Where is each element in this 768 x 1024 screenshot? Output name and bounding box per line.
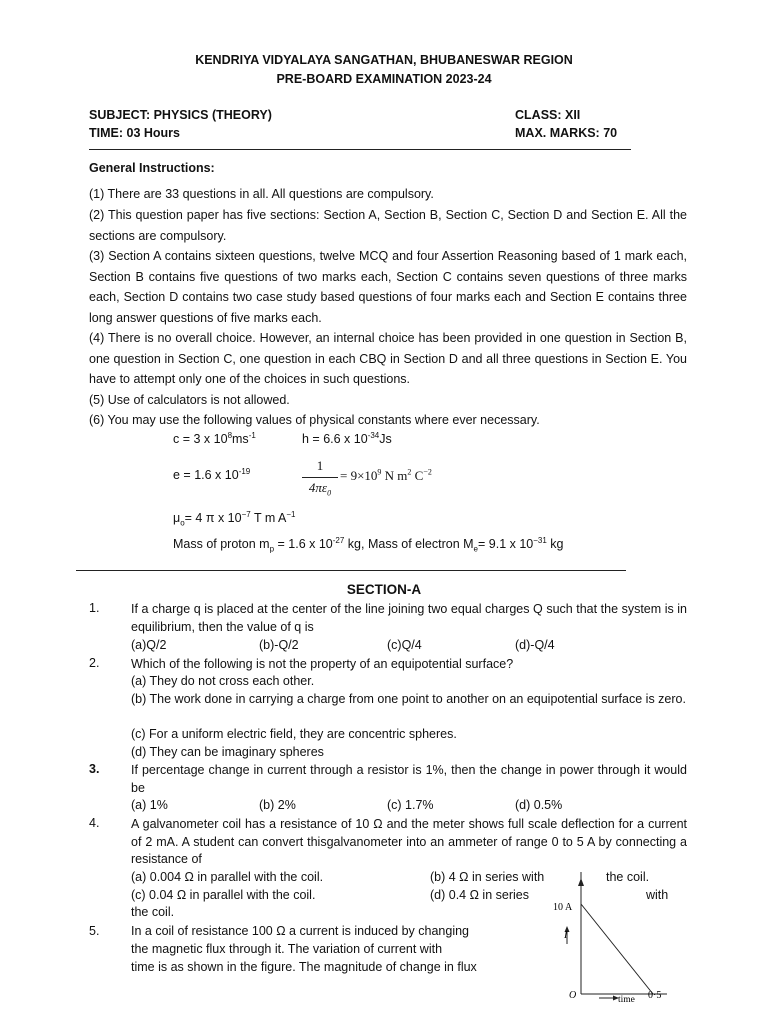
section-a-title: SECTION-A [346,582,422,597]
y-axis-arrowhead [578,878,584,886]
question-3-option-b: (b) 2% [259,798,296,812]
y-axis-label: I [564,930,568,941]
instruction-3: (3) Section A contains sixteen questions, twelve MCQ and four Assertion Reasoning based of 1 mark each, Section B contains five questions of two marks each, Section C contains seven questions of three marks each, Section D contains two case study based questions of four marks each and Section E contains three long answer questions of five marks each. [89,249,687,325]
fraction-bar [302,477,338,478]
question-3-option-a: (a) 1% [131,798,168,812]
subject-label: SUBJECT: PHYSICS (THEORY) [89,108,272,122]
question-1-option-b: (b)-Q/2 [259,638,299,652]
question-2-option-c: (c) For a uniform electric field, they are concentric spheres. [131,727,457,741]
question-1-option-a: (a)Q/2 [131,638,167,652]
question-4-option-b-cont: the coil. [606,870,650,884]
question-3-option-c: (c) 1.7% [387,798,434,812]
question-3-number: 3. [89,762,100,776]
question-4-option-b: (b) 4 Ω in series with [430,870,545,884]
coulomb-constant: = $9\times 10^9$ N $m^2$ $C^{-2}$ [340,467,432,483]
time-label: TIME: 03 Hours [89,126,180,140]
question-4-option-d-end: the coil. [131,905,175,919]
origin-label: O [569,990,577,1001]
question-4-option-c: (c) 0.04 Ω in parallel with the coil. [131,888,316,902]
constant-mu0: $\mu_o= 4$ π x $10^{-7}$ T m $A^{-1}$ [173,509,296,528]
x-value-label: 0·5 [648,990,662,1001]
question-1-option-c: (c)Q/4 [387,638,422,652]
instruction-1: (1) There are 33 questions in all. All questions are compulsory. [89,187,434,201]
question-4-option-d: (d) 0.4 Ω in series [430,888,529,902]
question-5-number: 5. [89,924,100,938]
max-marks-label: MAX. MARKS: 70 [515,126,618,140]
constant-h: h = 6.6 x $10^{-34}Js$ [302,430,392,446]
question-2-text: Which of the following is not the property of an equipotential surface? [131,657,514,671]
question-1-number: 1. [89,601,100,615]
question-2-option-b: (b) The work done in carrying a charge from one point to another on an equipotential surface is zero. [131,692,686,706]
question-5-line-3: time is as shown in the figure. The magnitude of change in flux [131,960,477,974]
question-2-option-d: (d) They can be imaginary spheres [131,745,324,759]
current-time-graph [545,872,675,1012]
constant-e: e = 1.6 x $10^{-19}$ [173,466,251,482]
x-axis-label: time [618,995,635,1005]
coulomb-numerator: 1 [316,458,324,473]
current-line [581,904,653,994]
question-5-line-1: In a coil of resistance 100 Ω a current is induced by changing [131,924,470,938]
org-title: KENDRIYA VIDYALAYA SANGATHAN, BHUBANESWAR REGION [195,53,573,67]
constant-masses: Mass of proton $m_p = 1.6$ x $10^{-27}$ kg, Mass of electron $M_e= 9.1$ x $10^{-31}$ kg [173,535,564,554]
coulomb-denominator: $4\pi\varepsilon_0$ [308,480,332,498]
question-2-option-a: (a) They do not cross each other. [131,674,315,688]
question-2-number: 2. [89,656,100,670]
instructions-heading: General Instructions: [89,161,215,175]
question-1-text: If a charge q is placed at the center of the line joining two equal charges Q such that the system is in equilibrium, then the value of q is [131,602,687,634]
instruction-5: (5) Use of calculators is not allowed. [89,393,290,407]
instruction-4: (4) There is no overall choice. However, an internal choice has been provided in one question in Section B, one question in Section C, one question in each CBQ in Section D and all three questions in Section E. You have to attempt only one of the choices in such questions. [89,331,687,387]
question-4-option-a: (a) 0.004 Ω in parallel with the coil. [131,870,324,884]
class-label: CLASS: XII [515,108,581,122]
exam-title: PRE-BOARD EXAMINATION 2023-24 [276,72,492,86]
question-1-option-d: (d)-Q/4 [515,638,555,652]
constant-c: c = 3 x $10^8ms^{-1}$ [173,430,256,446]
question-3-option-d: (d) 0.5% [515,798,563,812]
question-3-text: If percentage change in current through a resistor is 1%, then the change in power through it would be [131,763,687,795]
question-4-text: A galvanometer coil has a resistance of 10 Ω and the meter shows full scale deflection for a current of 2 mA. A student can convert thisgalvanometer into an ammeter of range 0 to 5 A by connecting a resistance of [131,817,687,867]
question-5-line-2: the magnetic flux through it. The variation of current with [131,942,443,956]
instruction-6: (6) You may use the following values of physical constants where ever necessary. [89,413,540,427]
instruction-2: (2) This question paper has five sections: Section A, Section B, Section C, Section D and Section E. All the sections are compulsory. [89,208,687,243]
question-4-option-d-cont: with [646,888,669,902]
constants-divider [76,570,626,571]
y-value-label: 10 A [553,902,573,913]
question-4-number: 4. [89,816,100,830]
header-divider [89,149,631,150]
